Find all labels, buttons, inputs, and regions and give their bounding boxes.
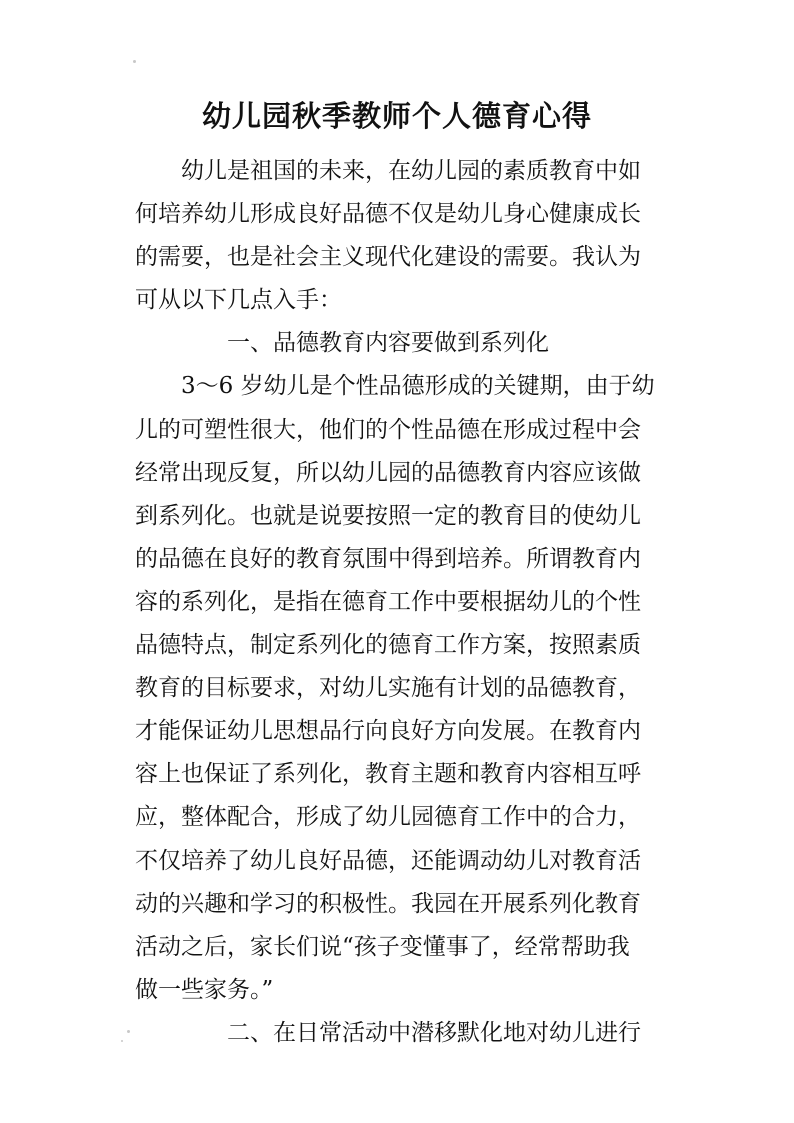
paragraph-line: 动的兴趣和学习的积极性。我园在开展系列化教育 <box>135 890 641 917</box>
scan-speck <box>133 60 136 63</box>
paragraph-line: 容上也保证了系列化，教育主题和教育内容相互呼 <box>135 761 641 788</box>
paragraph-line: 应，整体配合，形成了幼儿园德育工作中的合力， <box>135 804 641 831</box>
paragraph-line: 可从以下几点入手： <box>135 287 342 314</box>
paragraph-line: 3～6 岁幼儿是个性品德形成的关键期，由于幼 <box>181 373 655 400</box>
paragraph-line: 幼儿是祖国的未来，在幼儿园的素质教育中如 <box>181 158 641 184</box>
paragraph-line: 才能保证幼儿思想品行向良好方向发展。在教育内 <box>135 718 641 745</box>
paragraph-line: 做一些家务。” <box>135 976 274 1003</box>
paragraph-line: 品德特点，制定系列化的德育工作方案，按照素质 <box>135 632 641 659</box>
paragraph-line: 容的系列化，是指在德育工作中要根据幼儿的个性 <box>135 588 641 615</box>
section-heading: 一、品德教育内容要做到系列化 <box>227 330 549 357</box>
paragraph-line: 教育的目标要求，对幼儿实施有计划的品德教育， <box>135 675 641 702</box>
paragraph-line: 不仅培养了幼儿良好品德，还能调动幼儿对教育活 <box>135 847 641 874</box>
paragraph-line: 到系列化。也就是说要按照一定的教育目的使幼儿 <box>135 502 641 529</box>
paragraph-line: 何培养幼儿形成良好品德不仅是幼儿身心健康成长 <box>135 201 641 228</box>
document-title: 幼儿园秋季教师个人德育心得 <box>201 99 592 133</box>
document-body <box>135 150 675 1055</box>
paragraph-line: 的需要，也是社会主义现代化建设的需要。我认为 <box>135 244 641 271</box>
paragraph-line: 活动之后，家长们说“孩子变懂事了，经常帮助我 <box>135 933 630 960</box>
paragraph-line: 经常出现反复，所以幼儿园的品德教育内容应该做 <box>135 459 641 486</box>
scan-speck <box>121 1040 123 1042</box>
section-heading: 二、在日常活动中潜移默化地对幼儿进行 <box>227 1019 641 1046</box>
scan-speck <box>127 1030 130 1033</box>
paragraph-line: 儿的可塑性很大，他们的个性品德在形成过程中会 <box>135 416 641 443</box>
paragraph-line: 的品德在良好的教育氛围中得到培养。所谓教育内 <box>135 545 641 572</box>
